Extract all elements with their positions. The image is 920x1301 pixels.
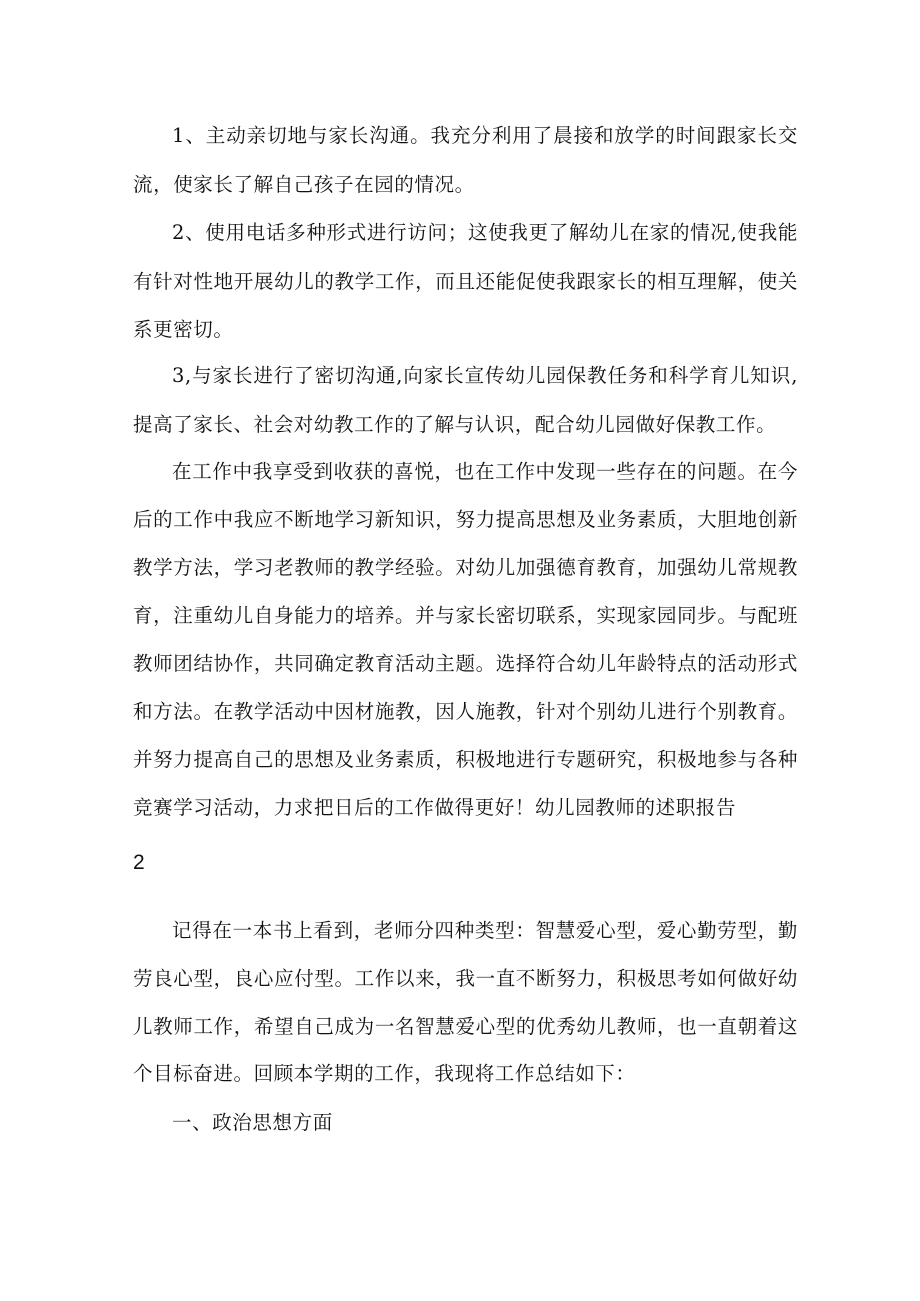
section-number: 2 [133, 851, 145, 874]
section-heading: 一、政治思想方面 [172, 1111, 333, 1134]
paragraph-introduction: 记得在一本书上看到，老师分四种类型：智慧爱心型，爱心勤劳型，勤劳良心型，良心应付型。工作以来，我一直不断努力，积极思考如何做好幼儿教师工作，希望自己成为一名智慧爱心型的优秀幼儿教师，也一直朝着这个目标奋进。回顾本学期的工作，我现将工作总结如下： [133, 919, 798, 1086]
paragraph-reflection: 在工作中我享受到收获的喜悦，也在工作中发现一些存在的问题。在今后的工作中我应不断地学习新知识，努力提高思想及业务素质，大胆地创新教学方法，学习老教师的教学经验。对幼儿加强德育教育，加强幼儿常规教育，注重幼儿自身能力的培养。并与家长密切联系，实现家园同步。与配班教师团结协作，共同确定教育活动主题。选择符合幼儿年龄特点的活动形式和方法。在教学活动中因材施教，因人施教，针对个别幼儿进行个别教育。并努力提高自己的思想及业务素质，积极地进行专题研究，积极地参与各种竞赛学习活动，力求把日后的工作做得更好！幼儿园教师的述职报告 [133, 460, 798, 819]
paragraph-phone-visits: 2、使用电话多种形式进行访问；这使我更了解幼儿在家的情况,使我能有针对性地开展幼儿的教学工作，而且还能促使我跟家长的相互理解，使关系更密切。 [133, 221, 798, 341]
paragraph-parent-education: 3,与家长进行了密切沟通,向家长宣传幼儿园保教任务和科学育儿知识,提高了家长、社会对幼教工作的了解与认识，配合幼儿园做好保教工作。 [133, 364, 798, 436]
paragraph-parent-communication: 1、主动亲切地与家长沟通。我充分利用了晨接和放学的时间跟家长交流，使家长了解自己孩子在园的情况。 [133, 124, 798, 196]
